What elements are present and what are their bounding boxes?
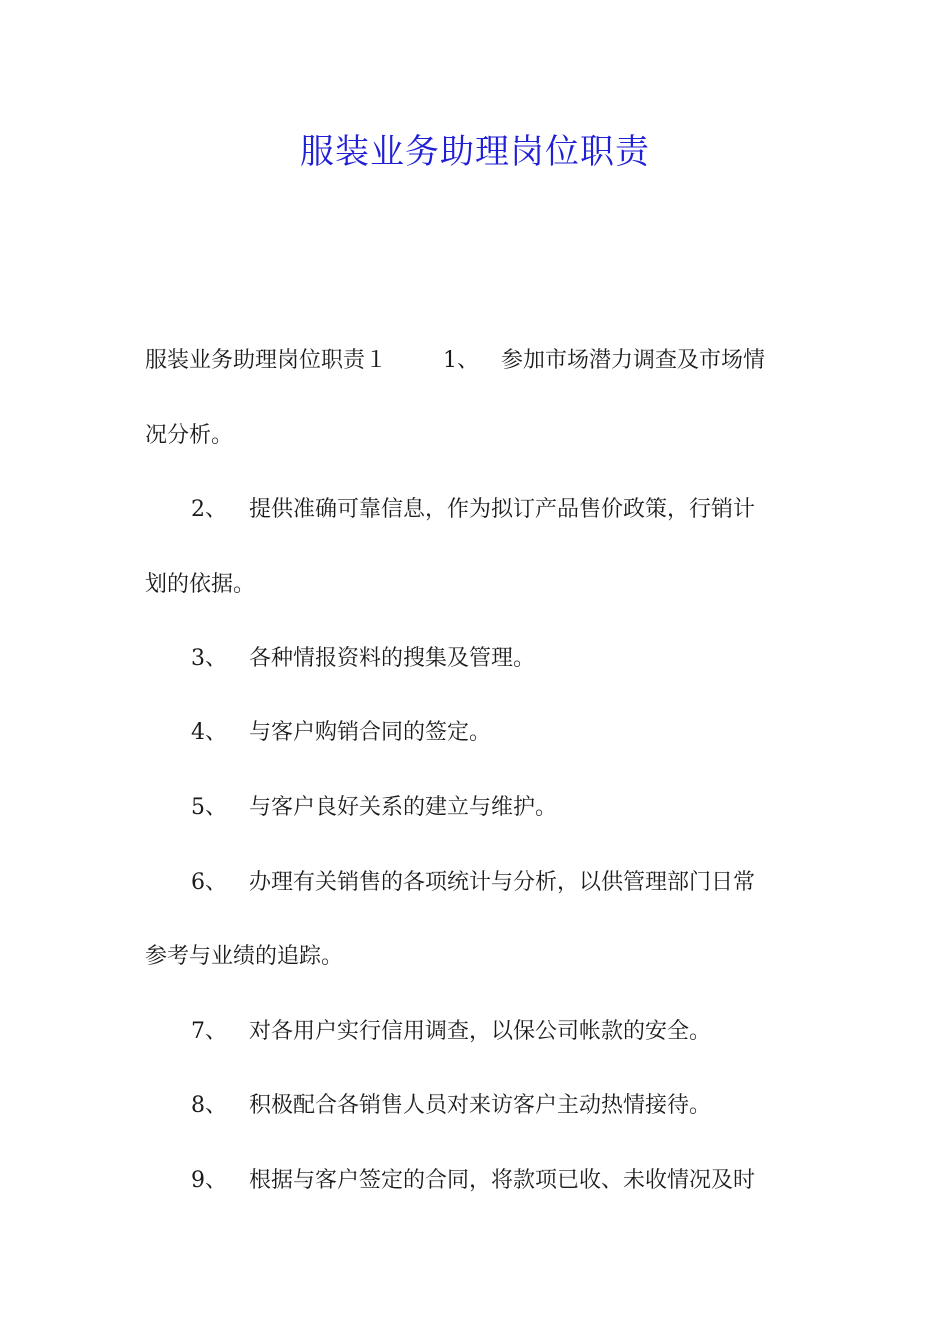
item-text: 积极配合各销售人员对来访客户主动热情接待。 — [249, 1093, 712, 1118]
item-text: 根据与客户签定的合同，将款项已收、未收情况及时 — [249, 1168, 756, 1193]
list-item-6 — [191, 868, 810, 898]
item-text: 各种情报资料的搜集及管理。 — [249, 646, 536, 671]
item-text: 与客户购销合同的签定。 — [249, 720, 492, 745]
intro-line-1 — [145, 346, 810, 376]
item-number: 3、 — [191, 646, 227, 671]
list-item-7 — [191, 1017, 810, 1047]
document-title: 服装业务助理岗位职责 — [300, 132, 650, 172]
list-item-5 — [191, 793, 810, 823]
intro-number: 1、 — [443, 348, 480, 373]
list-item-9 — [191, 1166, 810, 1196]
list-item-3 — [191, 644, 810, 674]
item-number: 6、 — [191, 870, 227, 895]
list-item-6-continued: 参考与业绩的追踪。 — [145, 944, 344, 969]
item-text: 办理有关销售的各项统计与分析，以供管理部门日常 — [249, 870, 756, 895]
item-number: 5、 — [191, 795, 227, 820]
item-number: 7、 — [191, 1019, 227, 1044]
item-number: 4、 — [191, 720, 227, 745]
item-number: 8、 — [191, 1093, 227, 1118]
item-text: 对各用户实行信用调查，以保公司帐款的安全。 — [249, 1019, 712, 1044]
item-text: 与客户良好关系的建立与维护。 — [249, 795, 558, 820]
item-text: 提供准确可靠信息，作为拟订产品售价政策，行销计 — [249, 497, 756, 522]
item-number: 9、 — [191, 1168, 227, 1193]
intro-text: 参加市场潜力调查及市场情 — [501, 348, 766, 373]
list-item-2-continued: 划的依据。 — [145, 572, 256, 597]
list-item-4 — [191, 718, 810, 748]
item-number: 2、 — [191, 497, 227, 522]
intro-lead: 服装业务助理岗位职责１ — [145, 348, 388, 373]
intro-line-2: 况分析。 — [145, 423, 234, 448]
list-item-8 — [191, 1091, 810, 1121]
list-item-2 — [191, 495, 810, 525]
